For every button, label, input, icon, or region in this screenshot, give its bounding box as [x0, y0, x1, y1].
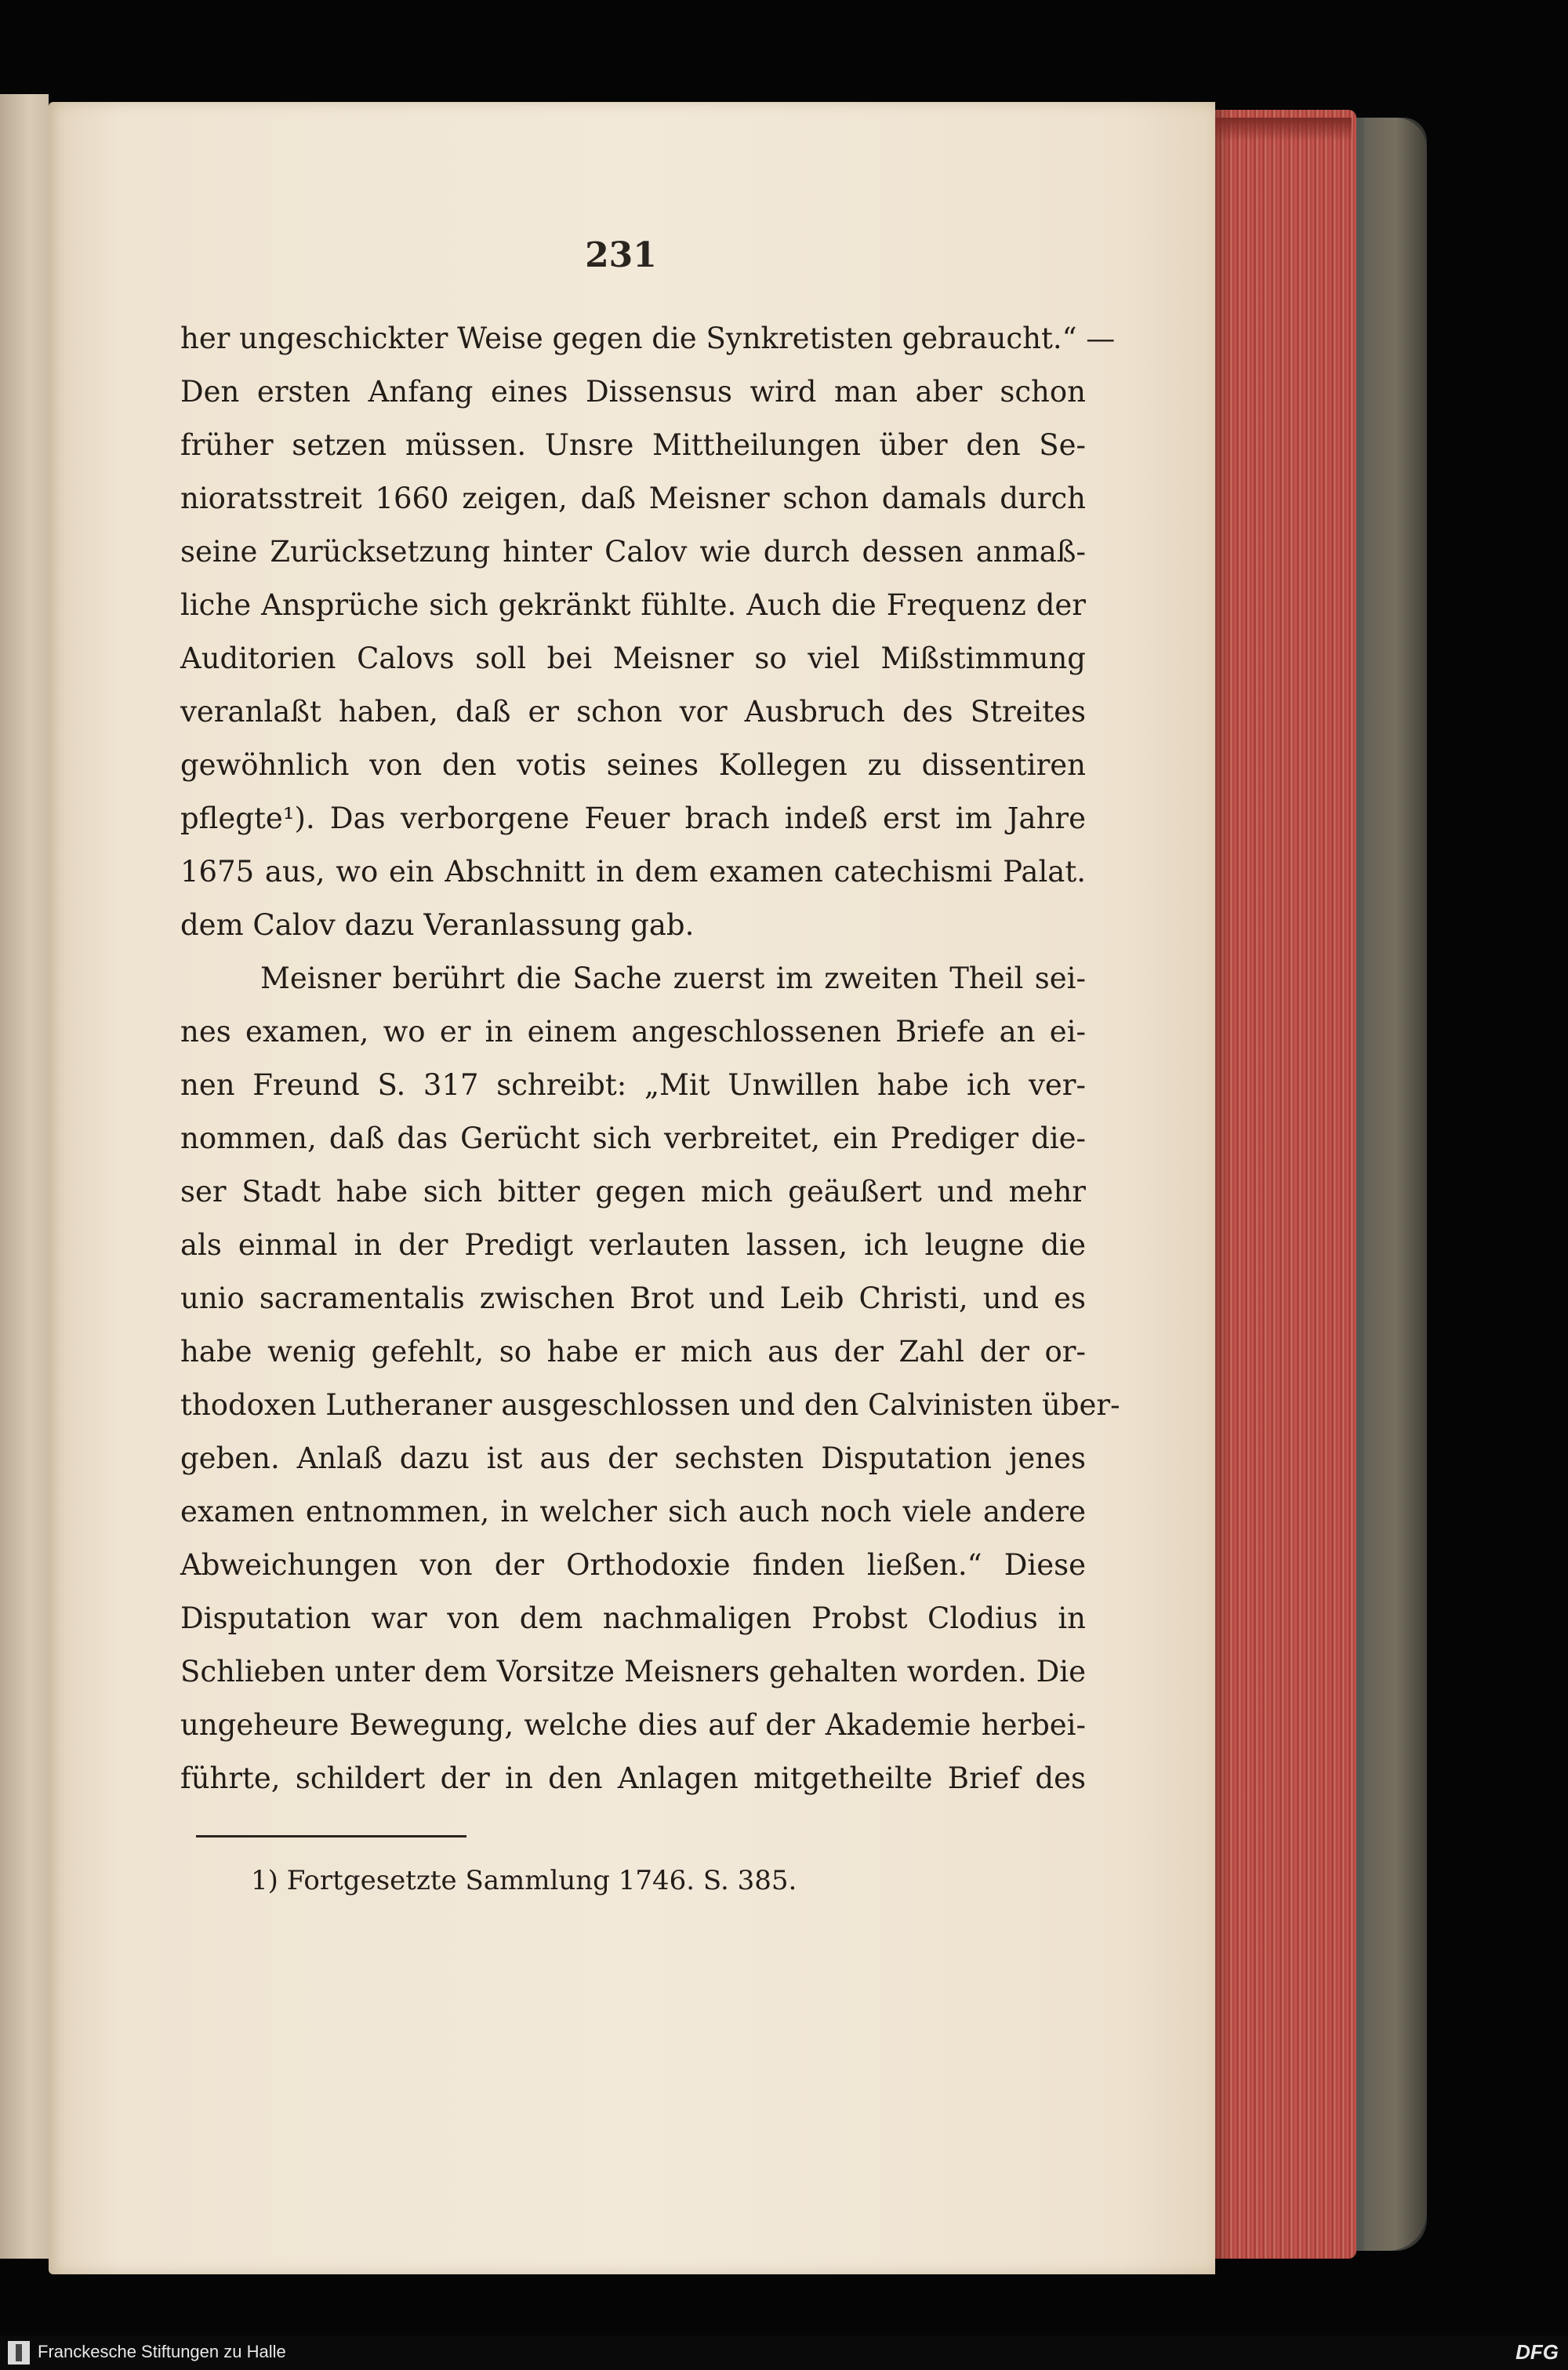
text-line: her ungeschickter Weise gegen die Synkretisten gebraucht.“ —	[180, 322, 1116, 355]
page-number: 231	[585, 235, 657, 275]
text-line: als einmal in der Predigt verlauten lassen, ich leugne die	[180, 1228, 1086, 1262]
footnote-rule	[196, 1835, 466, 1837]
text-line: Den ersten Anfang eines Dissensus wird man aber schon	[180, 375, 1086, 409]
footnote: 1) Fortgesetzte Sammlung 1746. S. 385.	[251, 1865, 797, 1896]
left-page-edge	[0, 94, 49, 2259]
text-line: pflegte¹). Das verborgene Feuer brach indeß erst im Jahre	[180, 802, 1086, 835]
text-line: veranlaßt haben, daß er schon vor Ausbruch des Streites	[180, 695, 1086, 729]
text-line: seine Zurücksetzung hinter Calov wie durch dessen anmaß-	[180, 535, 1086, 569]
paragraph-start-line: Meisner berührt die Sache zuerst im zweiten Theil sei-	[260, 961, 1086, 995]
text-line: Schlieben unter dem Vorsitze Meisners gehalten worden. Die	[180, 1655, 1086, 1688]
text-line: nommen, daß das Gerücht sich verbreitet, ein Prediger die-	[180, 1121, 1086, 1155]
body-text	[180, 312, 1120, 1805]
text-line: ungeheure Bewegung, welche dies auf der Akademie herbei-	[180, 1708, 1086, 1742]
text-line: Abweichungen von der Orthodoxie finden ließen.“ Diese	[180, 1548, 1086, 1582]
text-line: Disputation war von dem nachmaligen Probst Clodius in	[180, 1601, 1086, 1635]
text-line: nen Freund S. 317 schreibt: „Mit Unwillen habe ich ver-	[180, 1068, 1086, 1102]
text-line: ser Stadt habe sich bitter gegen mich geäußert und mehr	[180, 1175, 1086, 1209]
text-line: dem Calov dazu Veranlassung gab.	[180, 908, 695, 942]
text-line: habe wenig gefehlt, so habe er mich aus der Zahl der or-	[180, 1335, 1086, 1369]
text-line: liche Ansprüche sich gekränkt fühlte. Auch die Frequenz der	[180, 588, 1086, 622]
institution-logo-icon	[8, 2341, 30, 2365]
text-line: nes examen, wo er in einem angeschlossenen Briefe an ei-	[180, 1015, 1086, 1049]
text-line: nioratsstreit 1660 zeigen, daß Meisner schon damals durch	[180, 482, 1086, 515]
text-line: 1675 aus, wo ein Abschnitt in dem examen catechismi Palat.	[180, 855, 1086, 889]
text-line: Auditorien Calovs soll bei Meisner so viel Mißstimmung	[180, 642, 1086, 675]
text-line: gewöhnlich von den votis seines Kollegen zu dissentiren	[180, 748, 1086, 782]
text-line: führte, schildert der in den Anlagen mitgetheilte Brief des	[180, 1761, 1086, 1795]
text-line: examen entnommen, in welcher sich auch noch viele andere	[180, 1495, 1086, 1529]
text-line: früher setzen müssen. Unsre Mittheilungen über den Se-	[180, 428, 1086, 462]
text-line: unio sacramentalis zwischen Brot und Leib Christi, und es	[180, 1281, 1086, 1315]
dfg-logo: DFG	[1515, 2340, 1559, 2364]
text-line: thodoxen Lutheraner ausgeschlossen und den Calvinisten über-	[180, 1388, 1120, 1422]
edges-top-shade	[1214, 118, 1352, 141]
institution-name: Franckesche Stiftungen zu Halle	[38, 2342, 286, 2361]
cover-edge	[1364, 118, 1427, 2251]
text-line: geben. Anlaß dazu ist aus der sechsten Disputation jenes	[180, 1441, 1086, 1475]
